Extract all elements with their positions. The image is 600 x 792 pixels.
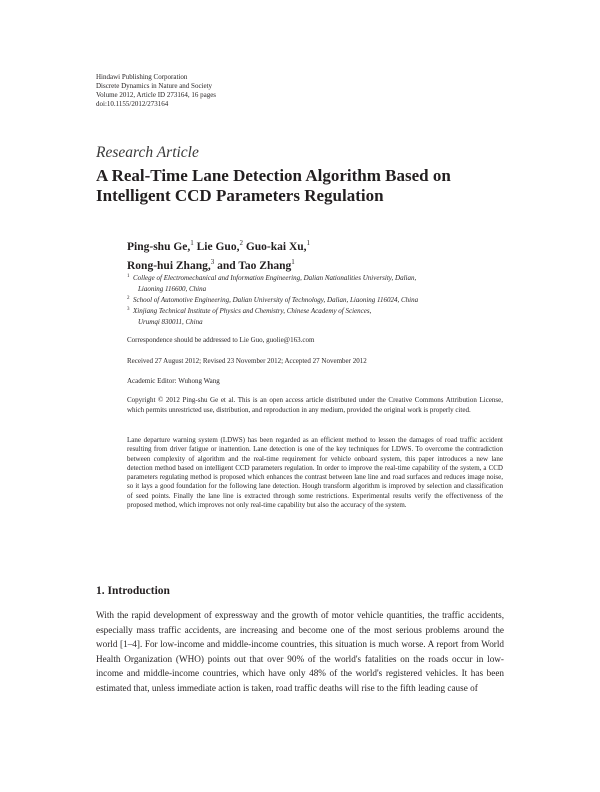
affiliation-line: Liaoning 116600, China bbox=[138, 285, 207, 293]
affiliation-number: 2 bbox=[127, 296, 130, 301]
received-dates: Received 27 August 2012; Revised 23 November 2012; Accepted 27 November 2012 bbox=[127, 357, 367, 365]
affiliation bbox=[127, 306, 507, 328]
author-name: Ping-shu Ge, bbox=[127, 241, 191, 253]
affiliation-line: Xinjiang Technical Institute of Physics and Chemistry, Chinese Academy of Sciences, bbox=[133, 307, 372, 315]
academic-editor: Academic Editor: Wuhong Wang bbox=[127, 377, 220, 385]
correspondence: Correspondence should be addressed to Lie Guo, guolie@163.com bbox=[127, 336, 315, 344]
affiliation-number: 3 bbox=[127, 307, 130, 312]
affiliation-line: Urumqi 830011, China bbox=[138, 318, 203, 326]
author-affil-mark: 1 bbox=[306, 239, 311, 247]
doi: doi:10.1155/2012/273164 bbox=[96, 100, 169, 108]
authors-line-2 bbox=[127, 255, 507, 274]
affiliation-number: 1 bbox=[127, 274, 130, 279]
affiliation-line: School of Automotive Engineering, Dalian University of Technology, Dalian, Liaoning 116024, China bbox=[133, 296, 419, 304]
author-affil-mark: 3 bbox=[210, 258, 215, 266]
author-affil-mark: 1 bbox=[190, 239, 194, 247]
author-name: and Tao Zhang bbox=[217, 260, 292, 272]
introduction-paragraph: With the rapid development of expressway and the growth of motor vehicle quantities, the traffic accidents, especially mass traffic accidents, are increasing and become one of the most serious problems around the world [1–4]. For low-income and middle-income countries, this situation is much worse. A report from World Health Organization (WHO) points out that over 90% of the world's fatalities on the roads occur in low-income and middle-income countries, which have only 48% of the world's registered vehicles. It has been estimated that, unless immediate action is taken, road traffic deaths will rise to the fifth leading cause of bbox=[96, 610, 504, 693]
journal-header bbox=[96, 73, 216, 109]
copyright-notice: Copyright © 2012 Ping-shu Ge et al. This is an open access article distributed under the Creative Commons Attribution License, which permits unrestricted use, distribution, and reproduction in any medium, provided the original work is properly cited. bbox=[127, 396, 503, 414]
title-line-2: Intelligent CCD Parameters Regulation bbox=[96, 186, 384, 205]
author-name: Lie Guo, bbox=[196, 241, 240, 253]
volume-info: Volume 2012, Article ID 273164, 16 pages bbox=[96, 91, 217, 99]
affiliation-line: College of Electromechanical and Information Engineering, Dalian Nationalities University, Dalian, bbox=[133, 274, 417, 282]
journal-name: Discrete Dynamics in Nature and Society bbox=[96, 82, 213, 90]
author-affil-mark: 1 bbox=[291, 258, 295, 266]
author-name: Rong-hui Zhang, bbox=[127, 260, 211, 272]
author-name: Guo-kai Xu, bbox=[245, 241, 307, 253]
affiliation bbox=[127, 273, 507, 295]
affiliations bbox=[127, 273, 507, 328]
affiliation bbox=[127, 295, 507, 306]
authors-line-1 bbox=[127, 236, 507, 255]
section-heading: 1. Introduction bbox=[96, 585, 170, 597]
paper-title bbox=[96, 166, 516, 206]
author-list bbox=[127, 236, 507, 274]
abstract: Lane departure warning system (LDWS) has been regarded as an efficient method to lessen the damages of road traffic accident resulting from driver fatigue or inattention. Lane detection is one of the key techniques for LDWS. To overcome the contradiction between complexity of algorithm and the real-time requirement for vehicle onboard system, this paper introduces a new lane detection method based on intelligent CCD parameters regulation. In order to improve the real-time capability of the system, a CCD parameters regulating method is proposed which enhances the contrast between lane line and road surfaces and reduces image noise, so it lays a good foundation for the following lane detection. Hough transform algorithm is improved by selection and classification of seed points. Finally the lane line is extracted through some restrictions. Experimental results verify the effectiveness of the proposed method, which improves not only real-time capability but also the accuracy of the system. bbox=[127, 436, 503, 510]
article-type: Research Article bbox=[96, 144, 199, 161]
author-affil-mark: 2 bbox=[239, 239, 243, 247]
publisher: Hindawi Publishing Corporation bbox=[96, 73, 188, 81]
title-line-1: A Real-Time Lane Detection Algorithm Based on bbox=[96, 166, 451, 185]
